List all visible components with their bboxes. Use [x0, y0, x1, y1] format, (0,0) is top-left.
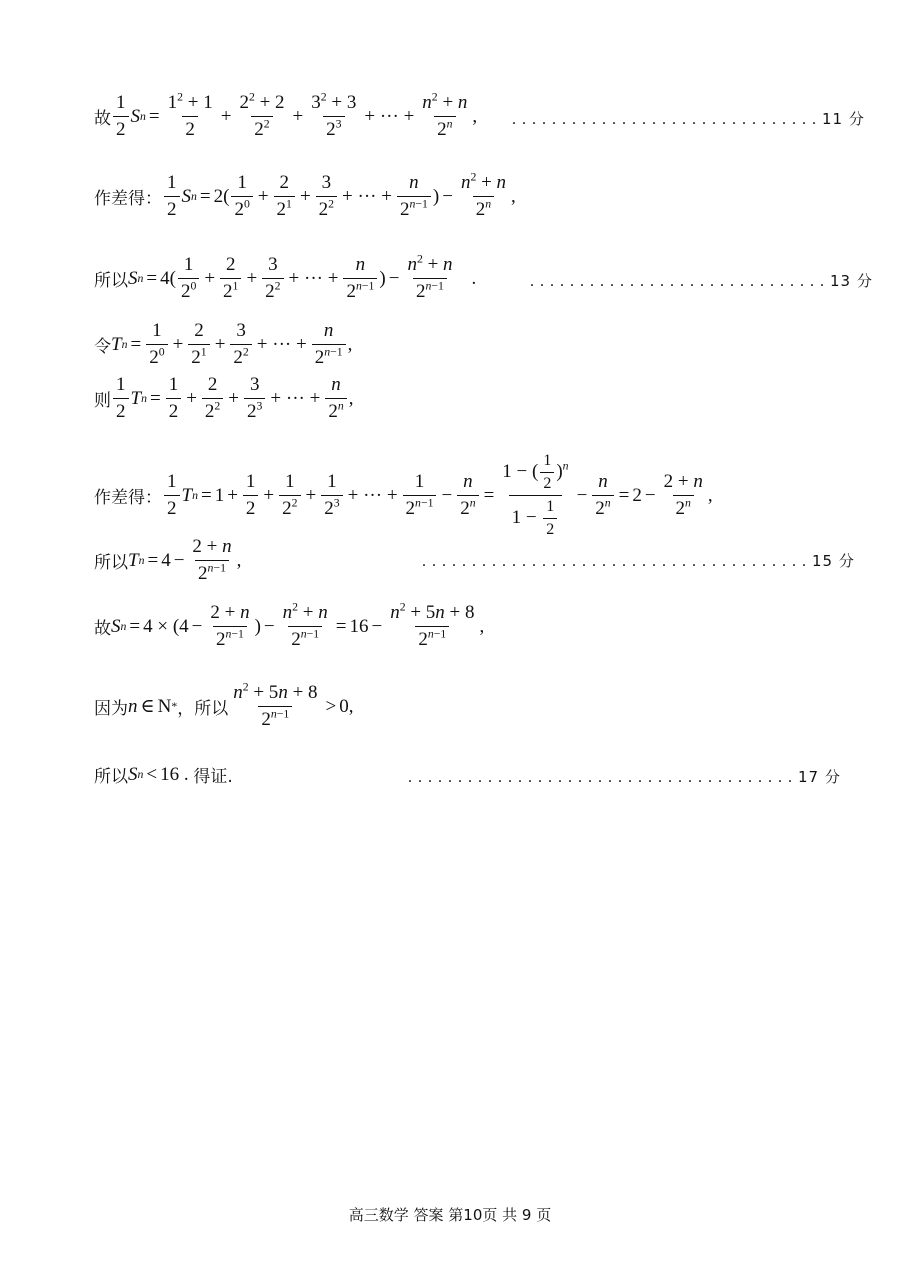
fraction: $\frac{3^2 + 3}{2^3}$ [311, 90, 357, 140]
fraction: $\frac{n}{2^n}$ [457, 471, 478, 520]
line-prefix: 故 [94, 619, 111, 639]
fraction: $\frac{n}{2^{n-1}}$ [343, 254, 377, 303]
line-mid: ，所以 [177, 699, 229, 719]
fraction: $\frac{1}{2}$ [164, 471, 180, 520]
score-marker: . . . . . . . . . . . . . . . . . . . . . . . . . . . . . . . . . . . . . . . 17 分 [408, 768, 841, 786]
fraction: $\frac{1}{2^0}$ [178, 254, 199, 303]
fraction: $\frac{n}{2^{n-1}}$ [397, 172, 431, 221]
fraction: $\frac{n^2 + 5n + 8}{2^{n-1}}$ [390, 600, 475, 650]
fraction: $\frac{n^2 + 5n + 8}{2^{n-1}}$ [233, 680, 318, 730]
equation-line-7: 所以 T n = 4 − $\frac{2 + n}{2^{n-1}}$ , [94, 536, 242, 584]
fraction: $\frac{n^2 + n}{2^{n-1}}$ [407, 252, 453, 302]
equation-line-3: 所以 S n = 4( $\frac{1}{2^0}$ + $\frac{2}{2^1}$ + $\frac{3}{2^2}$ + ··· + $\frac{n}{2^{n-1}}$ ) − $\frac{n^2 + n}{2^{n-1}}$ . [94, 252, 477, 302]
equation-line-1: 故 $\frac{1}{2}$ S n = $\frac{1^2 + 1}{2}$ + $\frac{2^2 + 2}{2^2}$ + $\frac{3^2 + 3}{2^3}$ + ··· + $\frac{n^2 + n}{2^n}$ , [94, 90, 478, 140]
fraction: $\frac{1}{2}$ [243, 471, 259, 520]
equation-line-8: 故 S n = 4 × (4 − $\frac{2 + n}{2^{n-1}}$ ) − $\frac{n^2 + n}{2^{n-1}}$ = 16 − $\frac{n^2 + 5n + 8}{2^{n-1}}$ , [94, 600, 485, 650]
fraction: $\frac{1}{2}$ [113, 92, 129, 141]
fraction: $\frac{2}{2^1}$ [220, 254, 241, 303]
fraction: $\frac{3}{2^2}$ [230, 320, 251, 369]
line-prefix: 因为 [94, 699, 128, 719]
equation-line-4: 令 T n = $\frac{1}{2^0}$ + $\frac{2}{2^1}$ + $\frac{3}{2^2}$ + ··· + $\frac{n}{2^{n-1}}$ , [94, 320, 353, 368]
fraction: $\frac{2}{2^2}$ [202, 374, 223, 423]
fraction: 1 − ( $\frac{1}{2}$ )$^n$ 1 − $\frac{1}{2}$ [502, 452, 569, 538]
fraction: $\frac{2^2 + 2}{2^2}$ [239, 90, 285, 140]
equation-line-10: 所以 S n < 16 . 得证. [94, 763, 233, 787]
fraction: $\frac{1}{2^3}$ [321, 471, 342, 520]
page-footer: 高三数学 答案 第10页 共 9 页 [348, 1206, 552, 1224]
fraction: $\frac{2 + n}{2^n}$ [663, 471, 703, 519]
fraction: $\frac{2}{2^1}$ [188, 320, 209, 369]
fraction: $\frac{n}{2^n}$ [592, 471, 613, 520]
fraction: $\frac{1}{2^{n-1}}$ [403, 471, 437, 520]
fraction: $\frac{n^2 + n}{2^{n-1}}$ [282, 600, 328, 650]
line-prefix: 令 [94, 337, 111, 357]
fraction: $\frac{1}{2^0}$ [231, 172, 252, 221]
equation-line-5: 则 $\frac{1}{2}$ T n = $\frac{1}{2}$ + $\frac{2}{2^2}$ + $\frac{3}{2^3}$ + ··· + $\frac{n}{2^n}$ , [94, 374, 354, 422]
equation-line-9: 因为 n ∈ N * ，所以 $\frac{n^2 + 5n + 8}{2^{n-1}}$ > 0 , [94, 680, 354, 730]
line-prefix: 所以 [94, 553, 128, 573]
line-prefix: 所以 [94, 767, 128, 787]
fraction: $\frac{2 + n}{2^{n-1}}$ [192, 536, 232, 584]
fraction: $\frac{1}{2^0}$ [146, 320, 167, 369]
fraction: $\frac{1}{2}$ [113, 374, 129, 423]
fraction: $\frac{1}{2}$ [164, 172, 180, 221]
line-prefix: 故 [94, 109, 111, 129]
fraction: $\frac{3}{2^3}$ [244, 374, 265, 423]
fraction: $\frac{2}{2^1}$ [274, 172, 295, 221]
equation-line-2: 作差得： $\frac{1}{2}$ S n = 2( $\frac{1}{2^0}$ + $\frac{2}{2^1}$ + $\frac{3}{2^2}$ + ··· + $\frac{n}{2^{n-1}}$ ) − $\frac{n^2 + n}{2^n}$ , [94, 170, 516, 220]
line-prefix: 作差得： [94, 488, 162, 508]
line-prefix: 作差得： [94, 189, 162, 209]
line-prefix: 所以 [94, 271, 128, 291]
line-suffix: 得证. [193, 767, 233, 787]
equation-line-6: 作差得： $\frac{1}{2}$ T n = 1 + $\frac{1}{2}$ + $\frac{1}{2^2}$ + $\frac{1}{2^3}$ + ··· + $\frac{1}{2^{n-1}}$ − $\frac{n}{2^n}$ = 1 − ( $\frac{1}{2}$ )$^n$ 1 − $\frac{1}{2}$ − $\frac{n}{2^n}$ = 2 − $\frac{2 + n}{2^n}$ , [94, 452, 713, 538]
fraction: $\frac{1}{2^2}$ [279, 471, 300, 520]
fraction: $\frac{1^2 + 1}{2}$ [167, 90, 213, 140]
fraction: $\frac{n^2 + n}{2^n}$ [460, 170, 507, 220]
fraction: $\frac{2 + n}{2^{n-1}}$ [210, 602, 250, 650]
score-marker: . . . . . . . . . . . . . . . . . . . . . . . . . . . . . . 13 分 [530, 272, 873, 290]
fraction: $\frac{n}{2^{n-1}}$ [312, 320, 346, 369]
fraction: $\frac{3}{2^2}$ [262, 254, 283, 303]
line-prefix: 则 [94, 391, 111, 411]
score-marker: . . . . . . . . . . . . . . . . . . . . . . . . . . . . . . . 11 分 [512, 110, 865, 128]
fraction: $\frac{n^2 + n}{2^n}$ [422, 90, 468, 140]
score-marker: . . . . . . . . . . . . . . . . . . . . . . . . . . . . . . . . . . . . . . . 15 分 [422, 552, 855, 570]
fraction: $\frac{n}{2^n}$ [325, 374, 346, 423]
fraction: $\frac{1}{2}$ [166, 374, 182, 423]
fraction: $\frac{3}{2^2}$ [316, 172, 337, 221]
